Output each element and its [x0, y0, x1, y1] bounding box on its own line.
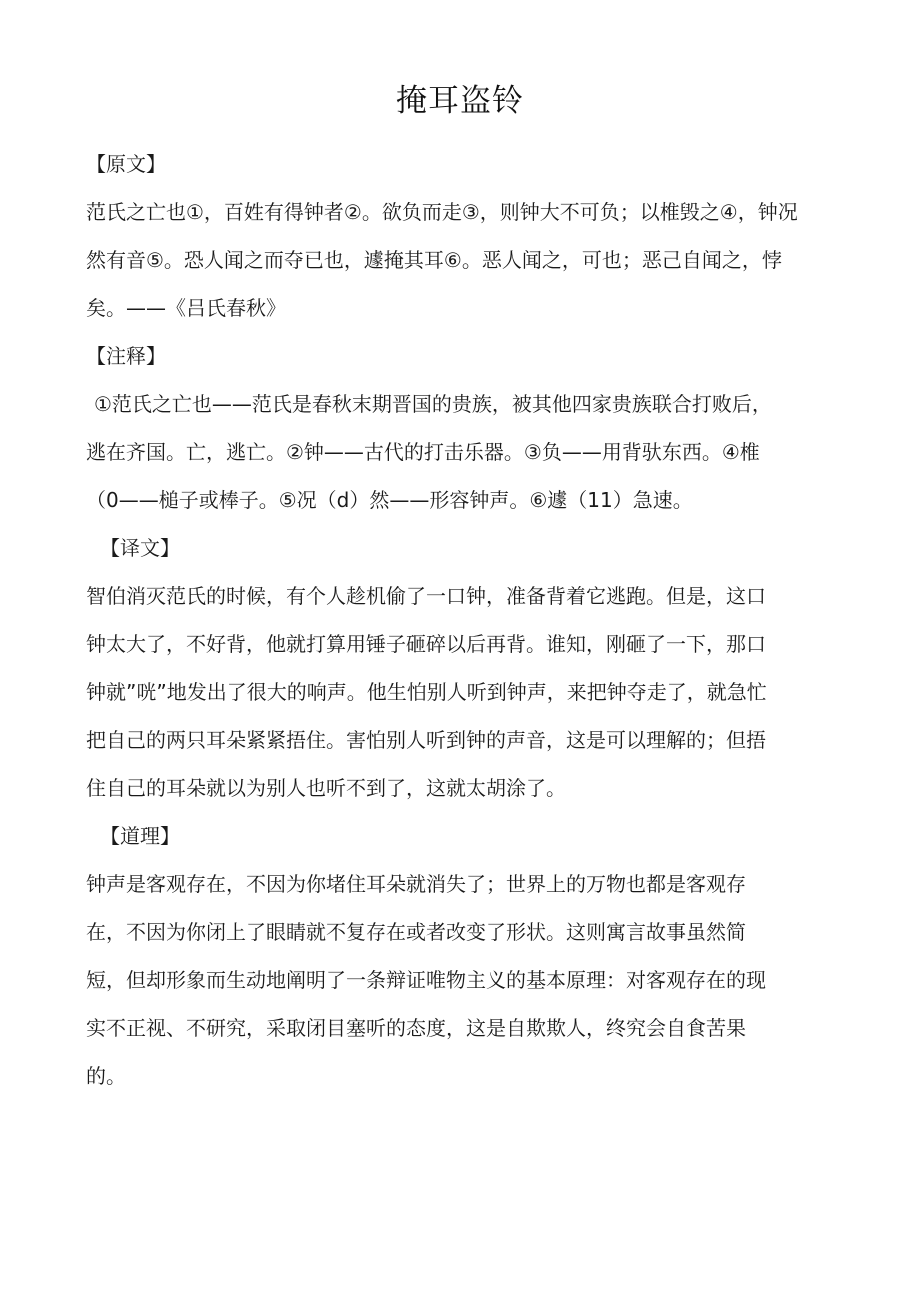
text-line: （0——槌子或棒子。⑤况（d）然——形容钟声。⑥遽（11）急速。 [86, 488, 693, 512]
text-line: 钟声是客观存在，不因为你堵住耳朵就消失了；世界上的万物也都是客观存 [86, 872, 746, 896]
text-line: 钟就”咣”地发出了很大的响声。他生怕别人听到钟声，来把钟夺走了，就急忙 [86, 680, 767, 704]
text-line: 智伯消灭范氏的时候，有个人趁机偷了一口钟，准备背着它逃跑。但是，这口 [86, 584, 766, 608]
text-line: 逃在齐国。亡，逃亡。②钟——古代的打击乐器。③负——用背驮东西。④椎 [86, 440, 760, 464]
text-line: 的。 [86, 1064, 126, 1088]
text-line: 把自己的两只耳朵紧紧捂住。害怕别人听到钟的声音，这是可以理解的；但捂 [86, 728, 766, 752]
section-heading-original: 【原文】 [86, 152, 166, 176]
text-line: 短，但却形象而生动地阐明了一条辩证唯物主义的基本原理：对客观存在的现 [86, 968, 766, 992]
text-line: ①范氏之亡也——范氏是春秋末期晋国的贵族，被其他四家贵族联合打败后， [94, 392, 772, 416]
text-line: 在，不因为你闭上了眼睛就不复存在或者改变了形状。这则寓言故事虽然简 [86, 920, 746, 944]
text-line: 实不正视、不研究，采取闭目塞听的态度，这是自欺欺人，终究会自食苦果 [86, 1016, 746, 1040]
section-heading-notes: 【注释】 [86, 344, 166, 368]
section-heading-translation: 【译文】 [100, 536, 180, 560]
text-line: 住自己的耳朵就以为别人也听不到了，这就太胡涂了。 [86, 776, 566, 800]
document-body [86, 140, 828, 1100]
section-heading-moral: 【道理】 [100, 824, 180, 848]
notes-text [86, 380, 828, 524]
original-text [86, 188, 828, 332]
text-line: 范氏之亡也①，百姓有得钟者②。欲负而走③，则钟大不可负；以椎毁之④，钟况 [86, 200, 798, 224]
moral-text [86, 860, 828, 1100]
translation-text [86, 572, 828, 812]
text-line: 矣。——《吕氏春秋》 [86, 296, 286, 320]
text-line: 钟太大了，不好背，他就打算用锤子砸碎以后再背。谁知，刚砸了一下，那口 [86, 632, 766, 656]
page-title: 掩耳盗铃 [396, 83, 524, 119]
text-line: 然有音⑤。恐人闻之而夺已也，遽掩其耳⑥。恶人闻之，可也；恶己自闻之，悖 [86, 248, 782, 272]
